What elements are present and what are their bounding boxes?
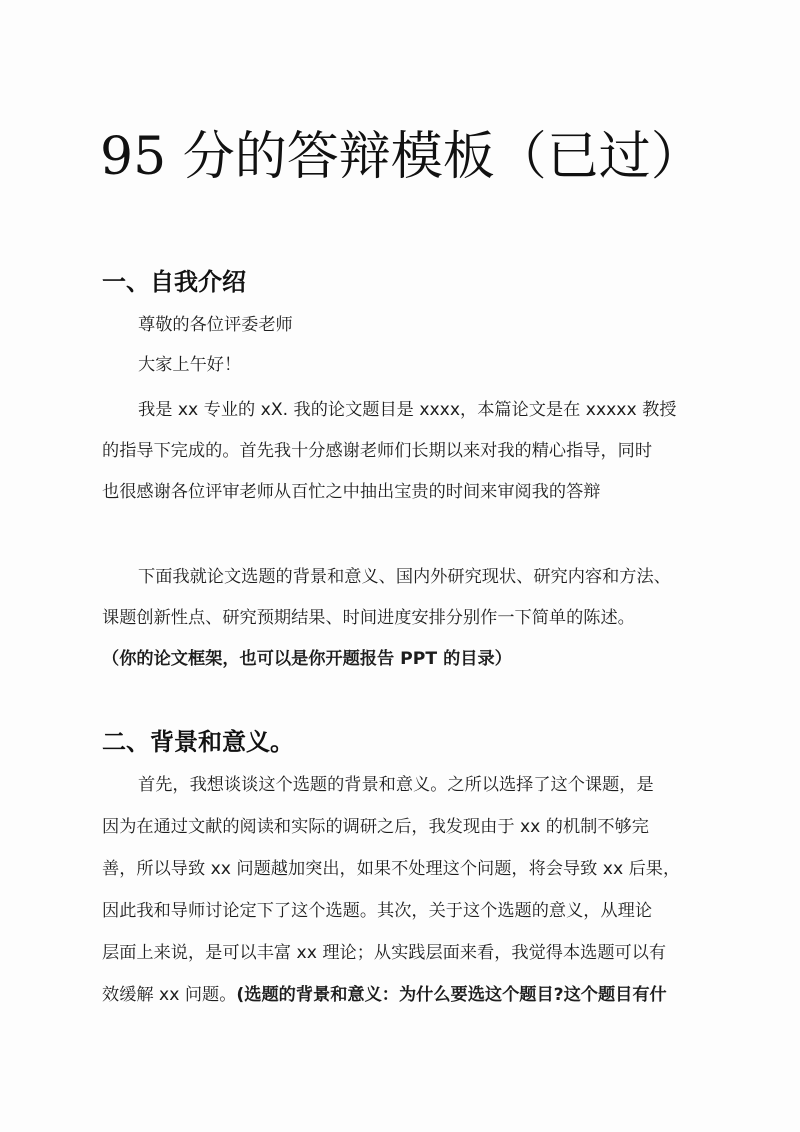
section-heading-self-intro: 一、自我介绍 [102,268,246,296]
paragraph-text: 效缓解 xx 问题。 [102,985,237,1005]
greeting-line: 尊敬的各位评委老师 [138,315,293,335]
paragraph-line: 也很感谢各位评审老师从百忙之中抽出宝贵的时间来审阅我的答辩 [102,482,601,502]
section-heading-background: 二、背景和意义。 [102,728,294,756]
paragraph-line: 因此我和导师讨论定下了这个选题。其次，关于这个选题的意义，从理论 [102,901,653,921]
paragraph-line: 层面上来说，是可以丰富 xx 理论；从实践层面来看，我觉得本选题可以有 [102,943,667,963]
paragraph-line: 因为在通过文献的阅读和实际的调研之后，我发现由于 xx 的机制不够完 [102,817,649,837]
greeting-line: 大家上午好！ [138,355,242,375]
document-title: 95 分的答辩模板（已过） [100,127,703,187]
paragraph-line: 我是 xx 专业的 xX. 我的论文题目是 xxxx，本篇论文是在 xxxxx 教授 [138,400,677,420]
paragraph-line [102,983,702,1007]
framework-note: （你的论文框架，也可以是你开题报告 PPT 的目录） [102,649,512,669]
paragraph-line: 课题创新性点、研究预期结果、时间进度安排分别作一下简单的陈述。 [102,608,635,628]
paragraph-line: 善，所以导致 xx 问题越加突出，如果不处理这个问题，将会导致 xx 后果， [102,859,681,879]
paragraph-line: 下面我就论文选题的背景和意义、国内外研究现状、研究内容和方法、 [138,567,671,587]
guidance-note: (选题的背景和意义：为什么要选这个题目?这个题目有什 [236,985,667,1005]
paragraph-line: 首先，我想谈谈这个选题的背景和意义。之所以选择了这个课题，是 [138,775,654,795]
paragraph-line: 的指导下完成的。首先我十分感谢老师们长期以来对我的精心指导，同时 [102,441,653,461]
